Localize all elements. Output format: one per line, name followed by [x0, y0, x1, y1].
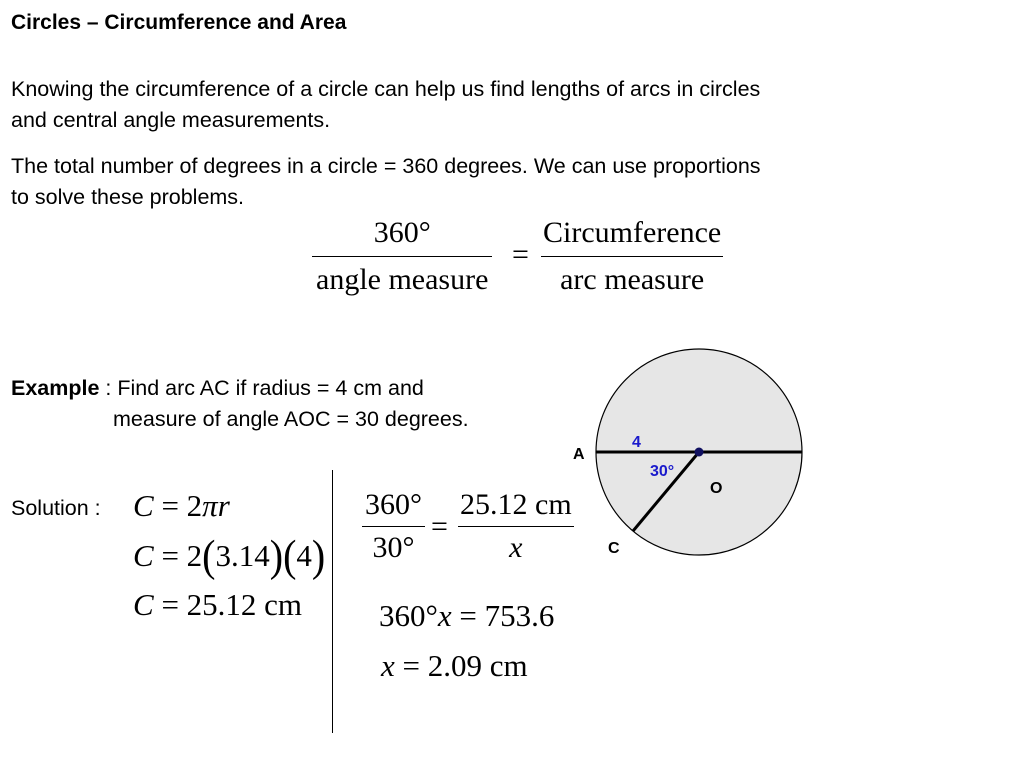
- degrees-paragraph: [11, 151, 761, 213]
- intro-paragraph: [11, 74, 760, 136]
- intro-line-2: and central angle measurements.: [11, 108, 331, 132]
- equation-text: = 2: [153, 538, 203, 573]
- solution-right-denominator: x: [509, 531, 523, 564]
- equation-text: = 25.12 cm: [153, 587, 303, 622]
- solution-left-denominator: 30°: [372, 531, 415, 564]
- solution-label: Solution :: [11, 496, 101, 520]
- equation-value: 360°: [379, 598, 438, 633]
- degrees-line-1: The total number of degrees in a circle = 360 degrees. We can use proportions: [11, 154, 761, 178]
- solution-right-fraction: [458, 488, 574, 565]
- solution-step-1: [379, 598, 554, 634]
- paren: (: [202, 530, 216, 581]
- variable-x: x: [381, 648, 395, 683]
- example-line-1: [11, 373, 424, 404]
- equation-value: 4: [296, 538, 312, 573]
- variable-c: C: [133, 488, 154, 523]
- proportion-right-numerator: Circumference: [543, 216, 722, 249]
- equation-text: = 2.09 cm: [394, 648, 528, 683]
- degrees-line-2: to solve these problems.: [11, 185, 245, 209]
- intro-line-1: Knowing the circumference of a circle can help us find lengths of arcs in circles: [11, 77, 761, 101]
- radius-label: 4: [632, 434, 641, 451]
- equation-text: = 753.6: [451, 598, 555, 633]
- example-label: Example: [11, 376, 100, 400]
- circle-diagram: [560, 340, 820, 570]
- example-line-2: measure of angle AOC = 30 degrees.: [113, 407, 469, 431]
- variable-r: r: [217, 488, 230, 523]
- solution-equals: =: [431, 510, 448, 543]
- equation-value: 3.14: [215, 538, 270, 573]
- proportion-left-numerator: 360°: [373, 216, 431, 249]
- solution-left-fraction: [362, 488, 425, 565]
- solution-equation-2: [133, 530, 326, 581]
- paren: ): [311, 530, 326, 581]
- label-a: A: [573, 446, 585, 463]
- variable-c: C: [133, 587, 154, 622]
- variable-pi: π: [202, 488, 218, 523]
- variable-c: C: [133, 538, 154, 573]
- proportion-left-fraction: [312, 216, 492, 297]
- solution-equation-3: [133, 587, 302, 623]
- angle-label: 30°: [650, 463, 675, 480]
- label-o: O: [710, 480, 723, 497]
- label-c: C: [608, 540, 620, 557]
- paren: ): [269, 530, 284, 581]
- equation-text: = 2: [153, 488, 203, 523]
- solution-left-numerator: 360°: [365, 488, 422, 521]
- center-point-o: [695, 448, 704, 457]
- solution-equation-1: [133, 488, 230, 524]
- solution-step-2: [381, 648, 528, 684]
- page-title: Circles – Circumference and Area: [11, 11, 347, 34]
- proportion-equals: =: [512, 238, 529, 271]
- proportion-right-fraction: [541, 216, 723, 297]
- example-text: : Find arc AC if radius = 4 cm and: [99, 376, 424, 400]
- variable-x: x: [437, 598, 452, 633]
- paren: (: [283, 530, 297, 581]
- solution-divider: [332, 470, 333, 733]
- proportion-right-denominator: arc measure: [560, 263, 705, 296]
- solution-right-numerator: 25.12 cm: [460, 488, 572, 521]
- proportion-left-denominator: angle measure: [316, 263, 489, 296]
